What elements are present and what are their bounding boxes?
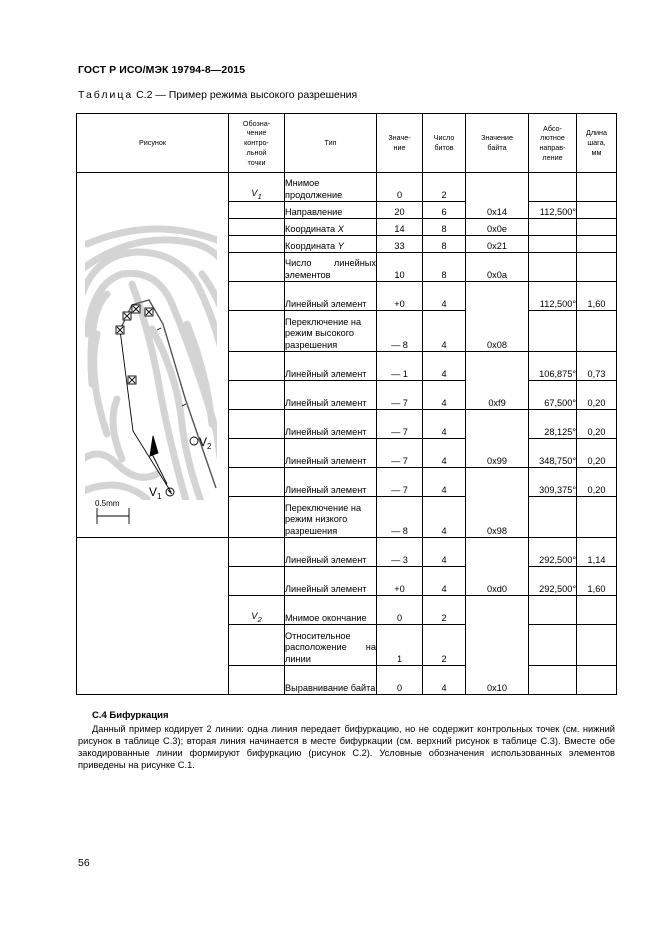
angle-cell: 292,500° — [529, 538, 577, 567]
angle-cell — [529, 173, 577, 202]
step-cell — [577, 625, 617, 666]
control-point-cell — [229, 538, 285, 567]
type-cell: Переключение на режим высокого разрешения — [285, 311, 377, 352]
control-point-cell — [229, 625, 285, 666]
control-point-cell — [229, 666, 285, 695]
value-cell: — 7 — [377, 381, 423, 410]
control-point-cell — [229, 497, 285, 538]
step-cell: 0,20 — [577, 439, 617, 468]
bits-cell: 4 — [423, 666, 466, 695]
step-cell — [577, 497, 617, 538]
step-cell: 0,20 — [577, 410, 617, 439]
step-cell — [577, 253, 617, 282]
type-cell: Линейный элемент — [285, 410, 377, 439]
step-cell — [577, 219, 617, 236]
caption-number: С.2 — [136, 89, 153, 101]
control-point-cell — [229, 282, 285, 311]
bits-cell: 6 — [423, 202, 466, 219]
table-header-row — [77, 114, 617, 173]
bits-cell: 4 — [423, 381, 466, 410]
control-point-v1: $V_1$ — [229, 173, 285, 202]
type-cell: Линейный элемент — [285, 282, 377, 311]
byte-cell: 0x99 — [466, 410, 529, 468]
control-point-cell — [229, 381, 285, 410]
fingerprint-figure-cell — [77, 173, 229, 538]
type-cell: Относительное расположение на линии — [285, 625, 377, 666]
section-heading: С.4 Бифуркация — [92, 710, 169, 721]
v2-label: $V_2$ — [199, 434, 212, 451]
bits-cell: 4 — [423, 352, 466, 381]
header-step-length: Длина шага, мм — [577, 114, 617, 173]
type-cell: Линейный элемент — [285, 538, 377, 567]
angle-cell — [529, 596, 577, 625]
bits-cell: 4 — [423, 497, 466, 538]
scale-label: 0.5mm — [95, 498, 120, 508]
value-cell: 14 — [377, 219, 423, 236]
document-header: ГОСТ Р ИСО/МЭК 19794-8—2015 — [78, 64, 246, 76]
caption-text: — Пример режима высокого разрешения — [155, 89, 358, 101]
angle-cell: 309,375° — [529, 468, 577, 497]
step-cell: 0,20 — [577, 381, 617, 410]
byte-cell: 0x98 — [466, 468, 529, 538]
step-cell — [577, 173, 617, 202]
value-cell: — 8 — [377, 311, 423, 352]
fingerprint-ridges — [77, 229, 227, 504]
empty-figure-cell — [77, 538, 229, 695]
value-cell: 1 — [377, 625, 423, 666]
header-control-point: Обозна- чение контро- льной точки — [229, 114, 285, 173]
value-cell: — 7 — [377, 439, 423, 468]
bits-cell: 4 — [423, 439, 466, 468]
type-cell: Линейный элемент — [285, 352, 377, 381]
section-bifurcation — [78, 710, 615, 771]
control-point-cell — [229, 410, 285, 439]
bits-cell: 4 — [423, 468, 466, 497]
step-cell — [577, 311, 617, 352]
header-absolute-direction: Абсо- лютное направ- ление — [529, 114, 577, 173]
control-point-cell — [229, 219, 285, 236]
type-cell: Направление — [285, 202, 377, 219]
bits-cell: 8 — [423, 236, 466, 253]
header-bits: Число битов — [423, 114, 466, 173]
angle-cell — [529, 236, 577, 253]
direction-arrow-shaft — [152, 454, 167, 484]
bits-cell: 4 — [423, 567, 466, 596]
control-point-cell — [229, 202, 285, 219]
type-cell: Координата Y — [285, 236, 377, 253]
bits-cell: 4 — [423, 410, 466, 439]
page-number: 56 — [78, 857, 90, 869]
header-byte-value: Значение байта — [466, 114, 529, 173]
value-cell: 10 — [377, 253, 423, 282]
type-cell: Выравнивание байта — [285, 666, 377, 695]
header-type: Тип — [285, 114, 377, 173]
angle-cell: 106,875° — [529, 352, 577, 381]
type-cell: Линейный элемент — [285, 381, 377, 410]
control-point-cell — [229, 468, 285, 497]
value-cell: +0 — [377, 282, 423, 311]
step-cell — [577, 596, 617, 625]
bits-cell: 8 — [423, 253, 466, 282]
type-cell: Переключение на режим низкого разрешения — [285, 497, 377, 538]
byte-cell: 0xf9 — [466, 352, 529, 410]
bits-cell: 4 — [423, 282, 466, 311]
bits-cell: 8 — [423, 219, 466, 236]
angle-cell: 348,750° — [529, 439, 577, 468]
value-cell: 0 — [377, 596, 423, 625]
high-resolution-example-table — [76, 113, 617, 695]
control-point-cell — [229, 311, 285, 352]
header-value: Значе- ние — [377, 114, 423, 173]
angle-cell: 67,500° — [529, 381, 577, 410]
step-cell: 1,60 — [577, 567, 617, 596]
control-point-cell — [229, 253, 285, 282]
type-cell: Линейный элемент — [285, 439, 377, 468]
step-cell — [577, 236, 617, 253]
angle-cell — [529, 311, 577, 352]
byte-cell: 0x0e — [466, 219, 529, 236]
angle-cell: 28,125° — [529, 410, 577, 439]
type-cell: Координата X — [285, 219, 377, 236]
bits-cell: 4 — [423, 311, 466, 352]
angle-cell: 292,500° — [529, 567, 577, 596]
fingerprint-ridge-figure — [77, 174, 227, 534]
control-point-cell — [229, 352, 285, 381]
table-caption — [78, 89, 357, 101]
angle-cell — [529, 253, 577, 282]
byte-cell: 0x0a — [466, 253, 529, 282]
end-point-v2 — [190, 437, 198, 445]
step-cell: 1,60 — [577, 282, 617, 311]
control-point-v2: $V_2$ — [229, 596, 285, 625]
angle-cell: 112,500° — [529, 282, 577, 311]
byte-cell: 0x14 — [466, 173, 529, 219]
type-cell: Линейный элемент — [285, 567, 377, 596]
value-cell: 0 — [377, 666, 423, 695]
header-picture: Рисунок — [77, 114, 229, 173]
type-cell: Число линейных элементов — [285, 253, 377, 282]
table-row — [77, 538, 617, 567]
step-cell: 0,20 — [577, 468, 617, 497]
step-cell: 0,73 — [577, 352, 617, 381]
value-cell: — 7 — [377, 410, 423, 439]
angle-cell — [529, 666, 577, 695]
angle-cell: 112,500° — [529, 202, 577, 219]
caption-label: Таблица — [78, 89, 134, 101]
type-cell: Линейный элемент — [285, 468, 377, 497]
type-cell: Мнимое окончание — [285, 596, 377, 625]
value-cell: +0 — [377, 567, 423, 596]
step-cell: 1,14 — [577, 538, 617, 567]
v1-label: $V_1$ — [149, 484, 162, 501]
bits-cell: 4 — [423, 538, 466, 567]
value-cell: — 3 — [377, 538, 423, 567]
bits-cell: 2 — [423, 173, 466, 202]
step-cell — [577, 666, 617, 695]
bits-cell: 2 — [423, 625, 466, 666]
angle-cell — [529, 497, 577, 538]
value-cell: — 1 — [377, 352, 423, 381]
type-cell: Мнимое продолжение — [285, 173, 377, 202]
byte-cell: 0xd0 — [466, 538, 529, 596]
control-point-cell — [229, 567, 285, 596]
value-cell: 20 — [377, 202, 423, 219]
section-paragraph: Данный пример кодирует 2 линии: одна линия передает бифуркацию, но не содержит контрольных точек (см. нижний рисунок в таблице С.3); вторая линия начинается в месте бифуркации (см. верхний рисунок в таблице С.3). Вместе обе закодированные линии формируют бифуркацию (рисунок С.2). Условные обозначения использованных элементов приведены на рисунке С.1. — [78, 724, 615, 770]
value-cell: 0 — [377, 173, 423, 202]
value-cell: — 8 — [377, 497, 423, 538]
byte-cell: 0x10 — [466, 596, 529, 695]
angle-cell — [529, 625, 577, 666]
value-cell: — 7 — [377, 468, 423, 497]
value-cell: 33 — [377, 236, 423, 253]
table-row — [77, 173, 617, 202]
tick-mark — [157, 328, 161, 330]
control-point-cell — [229, 236, 285, 253]
byte-cell: 0x08 — [466, 282, 529, 352]
direction-arrow-icon — [150, 436, 158, 456]
bits-cell: 2 — [423, 596, 466, 625]
angle-cell — [529, 219, 577, 236]
control-point-cell — [229, 439, 285, 468]
byte-cell: 0x21 — [466, 236, 529, 253]
step-cell — [577, 202, 617, 219]
